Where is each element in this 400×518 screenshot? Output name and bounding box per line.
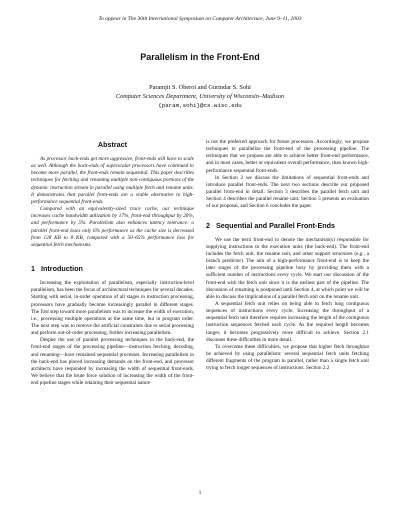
body-paragraph: To overcome these difficulties, we propose that higher fetch throughput be achieved by using parallelism: several sequential fetch units fetching different fragments of the program in parallel, rather than a single fetch unit trying to fetch longer sequences of instructions. Section 2.2: [206, 343, 369, 372]
introduction-continued: [206, 139, 369, 211]
section-number: 1: [31, 264, 35, 274]
section2-body: [206, 237, 369, 373]
body-paragraph: A sequential fetch unit relies on being able to fetch long contiguous sequences of instructions every cycle. Increasing the throughput of a sequential fetch unit therefore requires increasing the length of the contiguous instruction sequences fetched each cycle. As the required length becomes longer, it becomes progressively more difficult to achieve. Section 2.1 discusses these difficulties in more detail.: [206, 300, 369, 343]
section-heading-front-ends: [206, 221, 369, 230]
paper-authors: Paramjit S. Oberoi and Gurindar S. Sohi: [149, 84, 251, 91]
abstract-paragraph: As processor back-ends get more aggressive, front-ends will have to scale as well. Although the back-ends of superscalar processors have continued to become more parallel, the front-ends remain sequential. This paper describes techniques for fetching and renaming multiple non-contiguous portions of the dynamic instruction stream in parallel using multiple fetch and rename units. It demonstrates that parallel front-ends are a viable alternative to high-performance sequential front-ends.: [31, 156, 194, 205]
abstract-paragraph: Compared with an equivalently-sized trace cache, our technique increases cache bandwidth utilization by 17%, front-end throughput by 20%, and performance by 5%. Parallelism also enhances latency tolerance: a parallel front-end loses only 6% performance as the cache size is decreased from 128 KB to 8 KB, compared with a 50–65% performance loss for sequential fetch mechanisms.: [31, 206, 194, 248]
paper-affiliation: Computer Sciences Department, University of Wisconsin–Madison: [115, 93, 285, 100]
venue-header: To appear in The 30th International Symposium on Computer Architecture, June 9–11, 2003: [98, 16, 302, 22]
section-number: 2: [206, 220, 210, 230]
body-paragraph: We use the term front-end to denote the mechanism(s) responsible for supplying instructions to the execution units (the back-end). The front-end includes the fetch unit, the rename unit, and other support structures (e.g., a branch predictor). The aim of a high-performance front-end is to keep the later stages of the processing pipeline busy by providing them with a sufficient number of instructions every cycle. We start our discussion of the front-end with the fetch unit since it is the earliest part of the pipeline. The discussion of renaming is postponed until Section 4, at which point we will be able to discuss the implications of a parallel fetch unit on the rename unit.: [206, 236, 369, 300]
abstract-body: [31, 156, 194, 249]
page-number: 1: [198, 490, 202, 496]
paper-email: {param,sohi}@cs.wisc.edu: [158, 102, 242, 109]
left-column: [31, 140, 194, 387]
section-title: Introduction: [41, 264, 83, 274]
introduction-body: [31, 280, 194, 387]
body-paragraph-continued: is not the preferred approach for future processors. Accordingly, we propose techniques to parallelize the front-end of the processing pipeline. The techniques that we propose are able to achieve better front-end performance, and in most cases, better or equivalent overall performance, than known high-performance sequential front-ends.: [206, 139, 369, 174]
body-paragraph: Despite the use of parallel processing techniques in the back-end, the front-end stages of the processing pipeline—instruction fetching, decoding, and renaming—have remained sequential processes. Increasing parallelism in the back-end has placed increasing demands on the front-end, and processor architects have responded by increasing the width of sequential front-ends. We believe that the brute force solution of increasing the width of the front-end pipeline stages while retaining their sequential nature: [31, 337, 194, 387]
section-title: Sequential and Parallel Front-Ends: [216, 220, 336, 230]
right-column: [206, 139, 369, 373]
paper-title: Parallelism in the Front-End: [140, 52, 260, 62]
body-paragraph: In Section 2 we discuss the limitations of sequential front-ends and introduce parallel front-ends. The next two sections describe our proposed parallel front-end in detail: Section 3 describes the parallel fetch unit and Section 4 describes the parallel rename unit. Section 5 presents an evaluation of our proposal, and Section 6 concludes the paper.: [206, 174, 369, 210]
body-paragraph: Increasing the exploitation of parallelism, especially instruction-level parallelism, has been the focus of architectural techniques for several decades. Starting with serial, in-order operation of all stages in instruction processing, processors have gradually become increasingly parallel in different stages. The first step toward more parallelism was to increase the width of execution, i.e., processing multiple operations at the same time, but in program order. The next step was to remove the artificial constraints due to serial processing and perform out-of-order processing, further increasing parallelism.: [31, 280, 194, 337]
abstract-heading: Abstract: [97, 140, 128, 149]
section-heading-introduction: [31, 264, 194, 273]
